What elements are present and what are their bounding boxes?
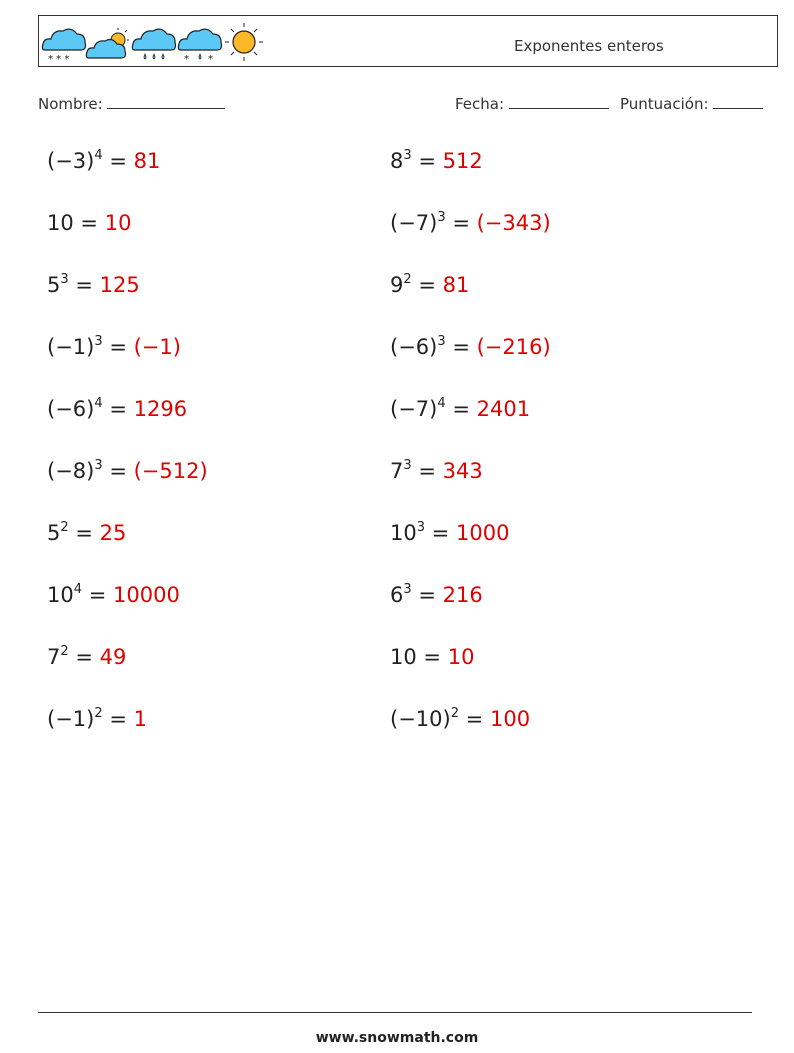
sleet-cloud-icon: [178, 29, 221, 64]
answer: 49: [99, 645, 127, 669]
answer: 1: [133, 707, 147, 731]
date-blank[interactable]: [509, 94, 609, 109]
answer: 2401: [476, 397, 531, 421]
answer: 343: [442, 459, 483, 483]
svg-text:*: *: [184, 54, 189, 64]
problem-item: $(-7)^3 = (-343)$: [390, 210, 551, 235]
answer: (−512): [133, 459, 208, 483]
problem-item: $(-1)^2 = 1$: [47, 706, 147, 731]
answer: (−1): [133, 335, 181, 359]
problem-item: $9^2 = 81$: [390, 272, 470, 297]
svg-text:* * *: * * *: [48, 54, 70, 64]
answer: 1296: [133, 397, 188, 421]
answer: 81: [133, 149, 161, 173]
score-blank[interactable]: [713, 94, 763, 109]
snow-cloud-icon: [42, 29, 85, 64]
answer: 1000: [456, 521, 510, 545]
problem-item: $(-7)^4 = 2401$: [390, 396, 531, 421]
answer: 512: [442, 149, 483, 173]
answer: 216: [442, 583, 483, 607]
problem-item: $7^2 = 49$: [47, 644, 127, 669]
answer: (−343): [476, 211, 551, 235]
problem-item: $6^3 = 216$: [390, 582, 483, 607]
problem-item: 10 = 10: [390, 645, 475, 669]
problem-item: $(-6)^4 = 1296$: [47, 396, 188, 421]
problem-item: $(-1)^3 = (-1)$: [47, 334, 181, 359]
cloud-sun-icon: [86, 28, 129, 58]
problem-item: $8^3 = 512$: [390, 148, 483, 173]
answer: 125: [99, 273, 140, 297]
answer: 100: [489, 707, 531, 731]
problem-item: $10^3 = 1000$: [390, 520, 510, 545]
answer: 10: [447, 645, 475, 669]
worksheet-title: Exponentes enteros: [514, 37, 664, 55]
date-label: Fecha:: [455, 95, 505, 113]
footer-divider: [38, 1012, 752, 1013]
problem-item: 10 = 10: [47, 211, 132, 235]
answer: (−216): [476, 335, 551, 359]
sun-icon: [225, 23, 263, 61]
answer: 81: [442, 273, 470, 297]
score-label: Puntuación:: [620, 95, 709, 113]
name-label: Nombre:: [38, 95, 103, 113]
name-field[interactable]: [38, 94, 225, 113]
answer: 10: [104, 211, 132, 235]
problem-item: $5^3 = 125$: [47, 272, 140, 297]
rain-cloud-icon: [132, 29, 175, 59]
worksheet-header: [38, 15, 778, 67]
answer: 10000: [113, 583, 180, 607]
problem-item: $(-3)^4 = 81$: [47, 148, 161, 173]
answer: 25: [99, 521, 127, 545]
problem-item: $(-8)^3 = (-512)$: [47, 458, 208, 483]
svg-text:*: *: [208, 54, 213, 64]
score-field[interactable]: [620, 94, 763, 113]
problem-item: $(-6)^3 = (-216)$: [390, 334, 551, 359]
problem-item: $5^2 = 25$: [47, 520, 127, 545]
problem-item: $7^3 = 343$: [390, 458, 483, 483]
problem-item: $10^4 = 10000$: [47, 582, 180, 607]
footer-link[interactable]: www.snowmath.com: [315, 1030, 479, 1046]
date-field[interactable]: [455, 94, 609, 113]
problem-item: $(-10)^2 = 100$: [390, 706, 531, 731]
weather-icons: [41, 20, 271, 64]
name-blank[interactable]: [107, 94, 225, 109]
